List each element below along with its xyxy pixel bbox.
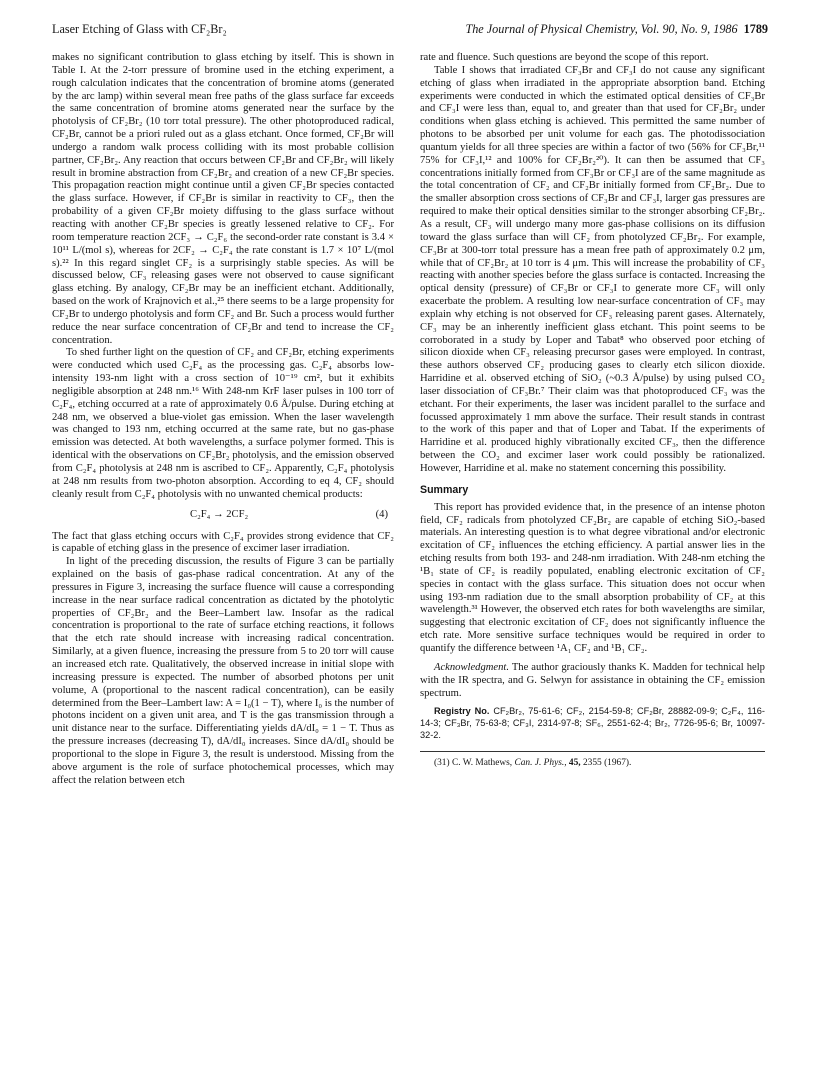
registry-text: CF₂Br₂, 75-61-6; CF₂, 2154-59-8; CF₂Br, 28882-09-9; C₂F₄, 116-14-3; CF₃Br, 75-63-8; CF₃I, 2314-97-8; SF₆, 2551-62-4; Br₂, 7726-95-6; Br, 10097-32-2. bbox=[420, 706, 765, 740]
reference-volume: 45, bbox=[568, 758, 581, 769]
reference-divider bbox=[420, 751, 765, 752]
reference-number: (31) bbox=[434, 758, 450, 769]
acknowledgment-text: The author graciously thanks K. Madden for technical help with the IR spectra, and G. Selwyn for assistance in obtaining the CF₂ emission spectrum. bbox=[420, 661, 765, 699]
running-header bbox=[52, 22, 768, 40]
equation-expression: C₂F₄ → 2CF₂ bbox=[190, 508, 249, 520]
registry-label: Registry No. bbox=[434, 706, 490, 717]
reference-journal: Can. J. Phys., bbox=[514, 758, 567, 769]
reference-pages: 2355 (1967). bbox=[582, 758, 632, 769]
journal-name: The Journal of Physical Chemistry, Vol. 90, No. 9, 1986 bbox=[465, 22, 738, 36]
paragraph: rate and fluence. Such questions are beyond the scope of this report. bbox=[420, 52, 709, 63]
reference-31 bbox=[420, 758, 765, 770]
paragraph: Table I shows that irradiated CF₃Br and CF₃I do not cause any significant etching of glass when irradiated in the appropriate absorption band. Etching experiments were conducted in which the estimated optical densities of CF₃Br and CF₃I were less than, equal to, and greater than that used for CF₂Br₂ under conditions when glass etching is achieved. This permitted the same number of photons to be absorbed per unit volume for each gas. The photodissociation quantum yields for all three species are within a factor of two (56% for CF₃Br,¹¹ 75% for CF₃I,¹² and 100% for CF₂Br₂²⁰). It can then be assumed that CF₃ concentrations initially formed from CF₃Br or CF₃I are of the same magnitude as the total concentration of CF₂ and CF₂Br initially formed from CF₂Br₂. Due to the smaller absorption cross sections of CF₃Br and CF₃I, larger gas pressures are required to make their optical densities similar to the stronger absorbing CF₂Br₂. As a result, CF₃ will undergo many more gas-phase collisions on its diffusion toward the glass surface than will CF₂ from photolyzed CF₂Br₂. For example, CF₃Br at 300-torr total pressure has a mean free path of approximately 0.2 μm, while that of CF₂Br₂ at 10 torr is 4 μm. This will increase the probability of CF₃ reacting with another species before the glass surface is contacted. Increasing the optical density (pressure) of CF₃Br or CF₃I to generate more CF₃ will only exacerbate the problem. A resulting low near-surface concentration of CF₃ may explain why etching is not observed for CF₃ releasing parent gases. Alternately, CF₃ may be an inherently inefficient glass etchant. This point seems to be corroborated in a study by Loper and Tabat⁸ who observed poor etching of silicon dioxide when CF₃ releasing precursor gases were employed. In contrast, these authors observed CF₂ producing gases to clearly etch silicon dioxide. Harridine et al. observed etching of SiO₂ (~0.3 Å/pulse) by using pulsed CO₂ laser dissociation of CF₃Br.⁷ Their claim was that photoproduced CF₃ was the etchant. For their experiments, the laser was incident parallel to the surface and focussed approximately 1 mm above the surface. Their result stands in contrast to the work of this paper and that of Loper and Tabat. If the experiments of Harridine et al. produced highly vibrationally excited CF₃, then the difference between the CO₂ and excimer laser work could possibly be rationalized. However, Harridine et al. make no statement concerning this possibility. bbox=[420, 64, 765, 474]
registry-numbers bbox=[420, 706, 765, 741]
equation-4 bbox=[52, 506, 394, 526]
page-number: 1789 bbox=[743, 22, 768, 36]
summary-heading: Summary bbox=[420, 483, 469, 496]
reference-author: C. W. Mathews, bbox=[451, 758, 513, 769]
equation-number: (4) bbox=[375, 508, 388, 520]
right-column bbox=[420, 52, 765, 770]
journal-citation bbox=[465, 22, 768, 37]
paragraph: In light of the preceding discussion, the results of Figure 3 can be partially explained on the basis of gas-phase radical concentration. At any of the pressures in Figure 3, increasing the surface fluence will cause a corresponding increase in the near surface radical concentration as dictated by the photolytic properties of CF₂Br₂ and the Beer–Lambert law. Insofar as the radical concentration is proportional to the rate of surface etching reactions, it follows that the etch rate should increase with increasing radical concentration. Similarly, at a given fluence, increasing the pressure from 5 to 20 torr will cause an increased etch rate. Qualitatively, the observed increase in initial slope with increasing pressure is expected. The number of absorbed photons per unit volume, A (proportional to the nascent radical concentration), can be easily determined from the Beer–Lambert law: A = I₀(1 − T), where I₀ is the number of photons incident on a given unit area, and T is the gas transmission through a unit distance near to the surface. Differentiating yields dA/dI₀ = 1 − T. Thus as the pressure increases (decreasing T), dA/dI₀ increases. Since dA/dI₀ should be proportional to the slope in Figure 3, the result is understood. Missing from the above argument is the role of surface photochemical processes, which may affect the relation between etch bbox=[52, 556, 394, 786]
running-title: Laser Etching of Glass with CF₂Br₂ bbox=[52, 22, 227, 36]
acknowledgment-label: Acknowledgment. bbox=[434, 661, 510, 673]
acknowledgment bbox=[420, 662, 765, 701]
paragraph: To shed further light on the question of CF₂ and CF₂Br, etching experiments were conducted which used C₂F₄ as the processing gas. C₂F₄ absorbs low-intensity 193-nm light with a cross section of 10⁻¹⁹ cm², but it exhibits negligible absorption at 248 nm.¹⁶ With 248-nm KrF laser pulses in 100 torr of C₂F₄, etching occurred at a rate of approximately 0.6 Å/pulse. During etching at 248 nm, we observed a blue-violet gas emission. When the laser wavelength was changed to 193 nm, etching occurred at the same rate, but no gas-phase emission was detected. At both wavelengths, a surface polymer formed. This is identical with the observations on CF₂Br₂ photolysis, and the emission observed from C₂F₄ photolysis at 248 nm is ascribed to CF₂. Apparently, C₂F₄ photolysis at 248 nm results from two-photon absorption. According to eq 4, CF₂ should cleanly result from C₂F₄ photolysis with no unwanted chemical products: bbox=[52, 347, 394, 500]
summary-paragraph: This report has provided evidence that, in the presence of an intense photon field, CF₂ radicals from photolyzed CF₂Br₂ are capable of etching SiO₂-based materials. An interesting question is to what degree vibrational and/or electronic excitation of CF₂ influences the etching efficiency. A partial answer lies in the etching results from both 193- and 248-nm irradiation. With 248-nm etching the ¹B₁ state of CF₂ is readily populated, enabling electronic excitation of CF₂ species in contact with the glass surface. This situation does not occur when using 193-nm radiation due to the small absorption probability of CF₂ at this wavelength.³¹ However, the observed etch rates for both wavelengths are similar, suggesting that electronic excitation of CF₂ does not significantly influence the etch rate. More sensitive surface techniques would be required in order to quantify the difference between ¹A₁ CF₂ and ¹B₁ CF₂. bbox=[420, 501, 765, 654]
left-column bbox=[52, 52, 394, 787]
paragraph: makes no significant contribution to glass etching by itself. This is shown in Table I. At the 2-torr pressure of bromine used in the etching experiment, a rough calculation indicates that the concentration of bromine atoms (generated by the arc lamp) within several mean free paths of the glass surface far exceeds the same concentration of bromine atoms generated near the surface by the photolysis of CF₂Br₂ (10 torr total pressure). The other photoproduced radical, CF₂Br, cannot be a priori ruled out as a glass etchant. Once formed, CF₂Br will undergo a random walk process colliding with its most probable collision partner, CF₂Br₂. Any reaction that occurs between CF₂Br and CF₂Br₂ will likely result in bromine abstraction from CF₂Br₂ and creation of a new CF₂Br species. This propagation reaction might continue until a given CF₂Br species contacted the glass surface. However, if CF₂Br is similar in reactivity to CF₃, then the probability of a given CF₂Br moiety diffusing to the glass surface without reacting with another CF₂Br species is greatly lessened relative to CF₂. For room temperature reaction 2CF₃ → C₂F₆ the second-order rate constant is 3.4 × 10¹¹ L/(mol s), whereas for 2CF₂ → C₂F₄ the rate constant is 1.7 × 10⁷ L/(mol s).²² In this regard singlet CF₂ is a surprisingly stable species. As will be discussed below, CF₃ releasing gases were not observed to cause significant glass etching. By analogy, CF₂Br may be an inefficient etchant. Additionally, based on the work of Krajnovich et al.,²⁵ there seems to be a large propensity for CF₂Br to undergo photolysis and form CF₂ and Br. Such a process would further reduce the near surface concentration of CF₂Br and tend to increase the CF₂ concentration. bbox=[52, 52, 394, 346]
paragraph: The fact that glass etching occurs with C₂F₄ provides strong evidence that CF₂ is capable of etching glass in the presence of excimer laser irradiation. bbox=[52, 530, 394, 555]
